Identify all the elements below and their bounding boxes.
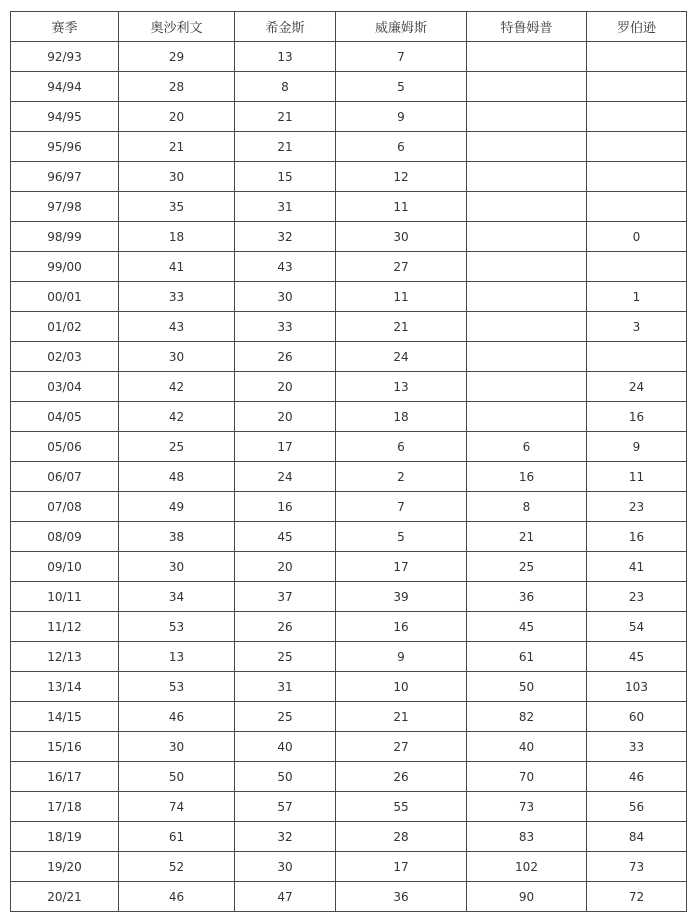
season-cell: 20/21 (11, 882, 119, 912)
higgins-cell: 20 (235, 402, 336, 432)
season-cell: 02/03 (11, 342, 119, 372)
season-cell: 18/19 (11, 822, 119, 852)
table-row (11, 522, 687, 552)
higgins-cell: 16 (235, 492, 336, 522)
williams-cell: 55 (336, 792, 467, 822)
williams-cell: 7 (336, 492, 467, 522)
williams-cell: 10 (336, 672, 467, 702)
osullivan-cell: 30 (119, 732, 235, 762)
higgins-cell: 47 (235, 882, 336, 912)
osullivan-cell: 28 (119, 72, 235, 102)
robertson-cell: 16 (587, 522, 687, 552)
higgins-cell: 13 (235, 42, 336, 72)
robertson-cell (587, 162, 687, 192)
season-cell: 95/96 (11, 132, 119, 162)
robertson-cell: 23 (587, 582, 687, 612)
table-row (11, 312, 687, 342)
higgins-cell: 30 (235, 852, 336, 882)
season-cell: 14/15 (11, 702, 119, 732)
table-row (11, 432, 687, 462)
table-row (11, 402, 687, 432)
williams-cell: 11 (336, 282, 467, 312)
season-cell: 94/95 (11, 102, 119, 132)
higgins-cell: 30 (235, 282, 336, 312)
trump-cell (467, 162, 587, 192)
trump-cell: 90 (467, 882, 587, 912)
higgins-cell: 17 (235, 432, 336, 462)
trump-cell: 16 (467, 462, 587, 492)
higgins-cell: 31 (235, 672, 336, 702)
table-row (11, 72, 687, 102)
century-breaks-table (10, 11, 687, 912)
season-cell: 04/05 (11, 402, 119, 432)
higgins-cell: 33 (235, 312, 336, 342)
williams-cell: 9 (336, 102, 467, 132)
table-row (11, 192, 687, 222)
osullivan-cell: 53 (119, 612, 235, 642)
season-cell: 05/06 (11, 432, 119, 462)
higgins-cell: 25 (235, 702, 336, 732)
higgins-cell: 20 (235, 372, 336, 402)
table-row (11, 822, 687, 852)
trump-cell (467, 372, 587, 402)
table-row (11, 462, 687, 492)
robertson-cell: 73 (587, 852, 687, 882)
osullivan-cell: 46 (119, 702, 235, 732)
trump-cell (467, 252, 587, 282)
higgins-cell: 32 (235, 222, 336, 252)
robertson-cell (587, 252, 687, 282)
table-row (11, 732, 687, 762)
robertson-cell: 41 (587, 552, 687, 582)
robertson-cell: 3 (587, 312, 687, 342)
trump-cell: 21 (467, 522, 587, 552)
williams-cell: 27 (336, 732, 467, 762)
osullivan-cell: 30 (119, 162, 235, 192)
williams-cell: 21 (336, 312, 467, 342)
trump-cell: 6 (467, 432, 587, 462)
robertson-cell (587, 342, 687, 372)
robertson-cell: 23 (587, 492, 687, 522)
table-row (11, 42, 687, 72)
table-row (11, 372, 687, 402)
osullivan-cell: 50 (119, 762, 235, 792)
header-williams: 威廉姆斯 (336, 12, 467, 42)
osullivan-cell: 43 (119, 312, 235, 342)
robertson-cell: 9 (587, 432, 687, 462)
robertson-cell: 11 (587, 462, 687, 492)
williams-cell: 30 (336, 222, 467, 252)
higgins-cell: 31 (235, 192, 336, 222)
osullivan-cell: 33 (119, 282, 235, 312)
season-cell: 97/98 (11, 192, 119, 222)
table-row (11, 612, 687, 642)
table-row (11, 492, 687, 522)
season-cell: 92/93 (11, 42, 119, 72)
table-row (11, 222, 687, 252)
williams-cell: 24 (336, 342, 467, 372)
season-cell: 09/10 (11, 552, 119, 582)
williams-cell: 5 (336, 72, 467, 102)
robertson-cell: 103 (587, 672, 687, 702)
robertson-cell: 16 (587, 402, 687, 432)
higgins-cell: 50 (235, 762, 336, 792)
osullivan-cell: 46 (119, 882, 235, 912)
osullivan-cell: 74 (119, 792, 235, 822)
season-cell: 99/00 (11, 252, 119, 282)
season-cell: 00/01 (11, 282, 119, 312)
season-cell: 16/17 (11, 762, 119, 792)
season-cell: 03/04 (11, 372, 119, 402)
higgins-cell: 43 (235, 252, 336, 282)
osullivan-cell: 30 (119, 342, 235, 372)
osullivan-cell: 13 (119, 642, 235, 672)
table-row (11, 132, 687, 162)
table-row (11, 162, 687, 192)
header-higgins: 希金斯 (235, 12, 336, 42)
season-cell: 12/13 (11, 642, 119, 672)
table-row (11, 552, 687, 582)
trump-cell (467, 192, 587, 222)
season-cell: 13/14 (11, 672, 119, 702)
table-row (11, 342, 687, 372)
robertson-cell: 45 (587, 642, 687, 672)
table-row (11, 792, 687, 822)
osullivan-cell: 30 (119, 552, 235, 582)
table-row (11, 582, 687, 612)
higgins-cell: 37 (235, 582, 336, 612)
osullivan-cell: 53 (119, 672, 235, 702)
osullivan-cell: 29 (119, 42, 235, 72)
higgins-cell: 20 (235, 552, 336, 582)
osullivan-cell: 52 (119, 852, 235, 882)
trump-cell (467, 132, 587, 162)
osullivan-cell: 34 (119, 582, 235, 612)
trump-cell: 61 (467, 642, 587, 672)
season-cell: 94/94 (11, 72, 119, 102)
trump-cell: 82 (467, 702, 587, 732)
williams-cell: 17 (336, 852, 467, 882)
robertson-cell: 33 (587, 732, 687, 762)
higgins-cell: 57 (235, 792, 336, 822)
osullivan-cell: 41 (119, 252, 235, 282)
season-cell: 98/99 (11, 222, 119, 252)
williams-cell: 27 (336, 252, 467, 282)
header-row (11, 12, 687, 42)
trump-cell: 70 (467, 762, 587, 792)
trump-cell: 40 (467, 732, 587, 762)
robertson-cell: 24 (587, 372, 687, 402)
williams-cell: 2 (336, 462, 467, 492)
trump-cell (467, 222, 587, 252)
trump-cell (467, 282, 587, 312)
table-container (10, 11, 687, 912)
osullivan-cell: 20 (119, 102, 235, 132)
table-row (11, 762, 687, 792)
williams-cell: 11 (336, 192, 467, 222)
williams-cell: 6 (336, 432, 467, 462)
table-row (11, 102, 687, 132)
table-body (11, 42, 687, 912)
season-cell: 15/16 (11, 732, 119, 762)
trump-cell: 102 (467, 852, 587, 882)
trump-cell (467, 102, 587, 132)
osullivan-cell: 48 (119, 462, 235, 492)
osullivan-cell: 25 (119, 432, 235, 462)
higgins-cell: 26 (235, 612, 336, 642)
table-row (11, 252, 687, 282)
williams-cell: 9 (336, 642, 467, 672)
header-osullivan: 奥沙利文 (119, 12, 235, 42)
higgins-cell: 21 (235, 102, 336, 132)
robertson-cell: 54 (587, 612, 687, 642)
trump-cell: 45 (467, 612, 587, 642)
season-cell: 08/09 (11, 522, 119, 552)
trump-cell: 73 (467, 792, 587, 822)
williams-cell: 12 (336, 162, 467, 192)
williams-cell: 5 (336, 522, 467, 552)
trump-cell (467, 72, 587, 102)
header-season: 赛季 (11, 12, 119, 42)
robertson-cell (587, 42, 687, 72)
season-cell: 06/07 (11, 462, 119, 492)
higgins-cell: 15 (235, 162, 336, 192)
williams-cell: 16 (336, 612, 467, 642)
osullivan-cell: 61 (119, 822, 235, 852)
williams-cell: 17 (336, 552, 467, 582)
osullivan-cell: 35 (119, 192, 235, 222)
higgins-cell: 45 (235, 522, 336, 552)
williams-cell: 7 (336, 42, 467, 72)
higgins-cell: 26 (235, 342, 336, 372)
season-cell: 07/08 (11, 492, 119, 522)
season-cell: 10/11 (11, 582, 119, 612)
table-row (11, 672, 687, 702)
higgins-cell: 24 (235, 462, 336, 492)
williams-cell: 28 (336, 822, 467, 852)
higgins-cell: 40 (235, 732, 336, 762)
williams-cell: 6 (336, 132, 467, 162)
williams-cell: 39 (336, 582, 467, 612)
season-cell: 11/12 (11, 612, 119, 642)
trump-cell (467, 312, 587, 342)
robertson-cell: 46 (587, 762, 687, 792)
osullivan-cell: 18 (119, 222, 235, 252)
trump-cell (467, 42, 587, 72)
robertson-cell: 0 (587, 222, 687, 252)
table-row (11, 852, 687, 882)
trump-cell: 25 (467, 552, 587, 582)
osullivan-cell: 42 (119, 372, 235, 402)
williams-cell: 36 (336, 882, 467, 912)
trump-cell (467, 342, 587, 372)
robertson-cell (587, 132, 687, 162)
table-row (11, 702, 687, 732)
season-cell: 19/20 (11, 852, 119, 882)
robertson-cell: 1 (587, 282, 687, 312)
trump-cell (467, 402, 587, 432)
table-header (11, 12, 687, 42)
robertson-cell (587, 192, 687, 222)
table-row (11, 642, 687, 672)
williams-cell: 18 (336, 402, 467, 432)
trump-cell: 36 (467, 582, 587, 612)
robertson-cell (587, 72, 687, 102)
table-row (11, 882, 687, 912)
osullivan-cell: 49 (119, 492, 235, 522)
higgins-cell: 32 (235, 822, 336, 852)
osullivan-cell: 38 (119, 522, 235, 552)
robertson-cell: 72 (587, 882, 687, 912)
header-trump: 特鲁姆普 (467, 12, 587, 42)
williams-cell: 13 (336, 372, 467, 402)
robertson-cell (587, 102, 687, 132)
higgins-cell: 8 (235, 72, 336, 102)
robertson-cell: 84 (587, 822, 687, 852)
osullivan-cell: 21 (119, 132, 235, 162)
season-cell: 96/97 (11, 162, 119, 192)
header-robertson: 罗伯逊 (587, 12, 687, 42)
trump-cell: 50 (467, 672, 587, 702)
higgins-cell: 21 (235, 132, 336, 162)
robertson-cell: 56 (587, 792, 687, 822)
trump-cell: 83 (467, 822, 587, 852)
williams-cell: 26 (336, 762, 467, 792)
season-cell: 17/18 (11, 792, 119, 822)
season-cell: 01/02 (11, 312, 119, 342)
higgins-cell: 25 (235, 642, 336, 672)
robertson-cell: 60 (587, 702, 687, 732)
williams-cell: 21 (336, 702, 467, 732)
table-row (11, 282, 687, 312)
osullivan-cell: 42 (119, 402, 235, 432)
trump-cell: 8 (467, 492, 587, 522)
